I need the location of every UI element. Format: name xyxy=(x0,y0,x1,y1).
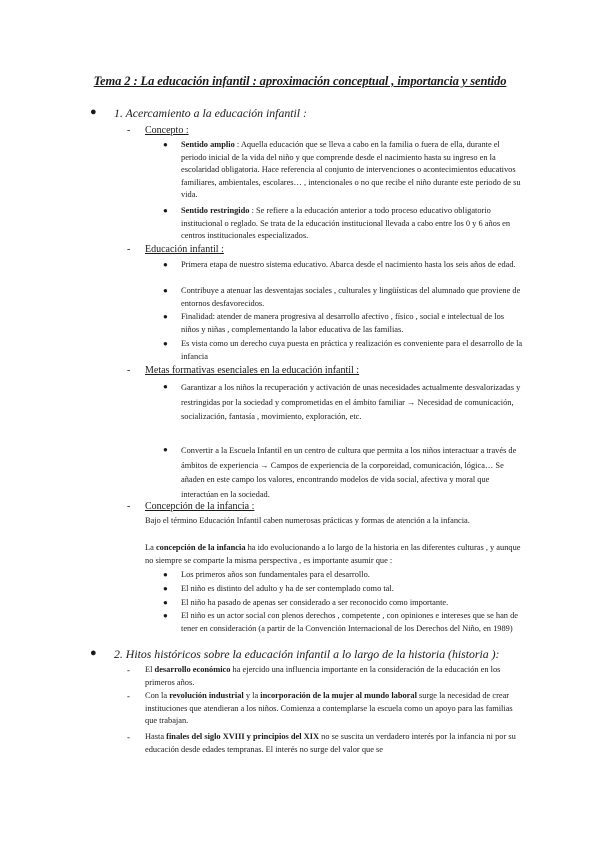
list-item: ● Sentido restringido : Se refiere a la educación anterior a todo proceso educativo obligatorio institucional o reglado. Se trata de la educación institucional llevada a cabo entre los 0 y 6 años en centros institucionales especializados. xyxy=(163,206,511,241)
list-item: ● Los primeros años son fundamentales para el desarrollo. xyxy=(163,570,370,579)
list-item: ● El niño es un actor social con plenos derechos , competente , con opiniones e intereses que se han de tener en consideración (a partir de la Convención Internacional de los Derechos del Niño, en 1989) xyxy=(163,611,518,633)
list-item: ● El niño ha pasado de apenas ser considerado a ser reconocido como importante. xyxy=(163,598,449,607)
list-item: ● Primera etapa de nuestro sistema educativo. Abarca desde el nacimiento hasta los seis años de edad. xyxy=(163,260,516,269)
bullet-icon: ● xyxy=(90,106,97,118)
list-item: ● El niño es distinto del adulto y ha de ser contemplado como tal. xyxy=(163,584,394,593)
concepcion-paragraph-2: La concepción de la infancia ha ido evolucionando a lo largo de la historia en las diferentes culturas , y aunque no siempre se comparte la misma perspectiva , es importante asumir que : xyxy=(145,543,521,565)
list-item: ● Garantizar a los niños la recuperación y activación de unas necesidades actualmente desvalorizadas y restringidas por la sociedad y comprometidas en el ámbito familiar → Necesidad de comunicación, socialización, fantasía , movimiento, exploración, etc. xyxy=(163,382,521,421)
list-item: ● Sentido amplio : Aquella educación que se lleva a cabo en la familia o fuera de ella, durante el periodo inicial de la vida del niño y que comprende desde el nacimiento hasta su ingreso en la escolaridad obligatoria. Hace referencia al conjunto de intervenciones o acontecimientos educativos familiares, ambientales, escolares… , intencionales o no que recibe el niño durante este periodo de su vida. xyxy=(163,140,521,200)
document-page: Tema 2 : La educación infantil : aproximación conceptual , importancia y sentido ● 1. Acercamiento a la educación infantil : - Concepto : ● Sentido amplio : Aquella educación que se lleva a cabo en la familia o fuera de ella, durante el periodo inicial de la vida del niño y que comprende desde el nacimiento hasta su ingreso en la escolaridad obligatoria. Hace referencia al conjunto de intervenciones o acontecimientos educativos familiares, ambientales, escolares… , intencionales o no que recibe el niño durante este periodo de su vida. ● Sentido restringido : Se refiere a la educación anterior a todo proceso educativo obligatorio institucional o reglado. Se trata de la educación institucional llevada a cabo entre los 0 y 6 años en centros institucionales especializados. - Educación infantil : ● Primera etapa de nuestro sistema educativo. Abarca desde el nacimiento hasta los seis años de edad. ● Contribuye a atenuar las desventajas sociales , culturales y lingüísticas del alumnado que proviene de entornos desfavorecidos. ● Finalidad: atender de manera progresiva al desarrollo afectivo , físico , social e intelectual de los niños y niñas , complementando la labor educativa de las familias. ● Es vista como un derecho cuya puesta en práctica y realización es conveniente para el desarrollo de la infancia - Metas formativas esenciales en la educación infantil : ● Garantizar a los niños la recuperación y activación de unas necesidades actualmente desvalorizadas y restringidas por la sociedad y comprometidas en el ámbito familiar → Necesidad de comunicación, socialización, fantasía , movimiento, exploración, etc. ● Convertir a la Escuela Infantil en un centro de cultura que permita a los niños interactuar a través de ámbitos de experiencia → Campos de experiencia de la corporeidad, comunicación, lógica… Se añaden en este campo los valores, encontrando modelos de vida social, afectiva y moral que interactúan en la sociedad. - Concepción de la infancia : Bajo el término Educación Infantil caben numerosas prácticas y formas de atención a la infancia. La concepción de la infancia ha ido evolucionando a lo largo de la historia en las diferentes culturas , y aunque no siempre se comparte la misma perspectiva , es importante asumir que : ● Los primeros años son fundamentales para el desarrollo. ● El niño es distinto del adulto y ha de ser contemplado como tal. ● El niño ha pasado de apenas ser considerado a ser reconocido como importante. ● El niño es un actor social con plenos derechos , competente , con opiniones e intereses que se han de tener en consideración (a partir de la Convención Internacional de los Derechos del Niño, en 1989) ● 2. Hitos históricos sobre la educación infantil a lo largo de la historia (historia ): - El desarrollo económico ha ejercido una influencia importante en la consideración de la educación en los primeros años. - Con la revolución industrial y la incorporación de la mujer al mundo laboral surge la necesidad de crear instituciones que atendieran a los niños. Comienza a contemplarse la escuela como un apoyo para las familias que trabajan. - Hasta finales del siglo XVIII y principios del XIX no se suscita un verdadero interés por la infancia ni por su educación desde edades tempranas. El interés no surge del valor que se xyxy=(0,0,600,848)
list-item: - El desarrollo económico ha ejercido una influencia importante en la consideración de la educación en los primeros años. xyxy=(127,665,501,687)
list-item: - Con la revolución industrial y la incorporación de la mujer al mundo laboral surge la necesidad de crear instituciones que atendieran a los niños. Comienza a contemplarse la escuela como un apoyo para las familias que trabajan. xyxy=(127,691,513,726)
document-title: Tema 2 : La educación infantil : aproximación conceptual , importancia y sentido xyxy=(93,74,507,88)
list-item: ● Convertir a la Escuela Infantil en un centro de cultura que permita a los niños interactuar a través de ámbitos de experiencia → Campos de experiencia de la corporeidad, comunicación, lógica… Se añaden en este campo los valores, encontrando modelos de vida social, afectiva y moral que interactúan en la sociedad. xyxy=(163,445,517,499)
concepcion-paragraph-1: Bajo el término Educación Infantil caben numerosas prácticas y formas de atención a la infancia. xyxy=(145,516,470,525)
bullet-icon: ● xyxy=(90,647,97,659)
list-item: ● Es vista como un derecho cuya puesta en práctica y realización es conveniente para el desarrollo de la infancia xyxy=(163,339,523,361)
list-item: ● Finalidad: atender de manera progresiva al desarrollo afectivo , físico , social e intelectual de los niños y niñas , complementando la labor educativa de las familias. xyxy=(163,312,505,334)
list-item: ● Contribuye a atenuar las desventajas sociales , culturales y lingüísticas del alumnado que proviene de entornos desfavorecidos. xyxy=(163,286,521,308)
list-item: - Hasta finales del siglo XVIII y principios del XIX no se suscita un verdadero interés por la infancia ni por su educación desde edades tempranas. El interés no surge del valor que se xyxy=(127,732,516,754)
